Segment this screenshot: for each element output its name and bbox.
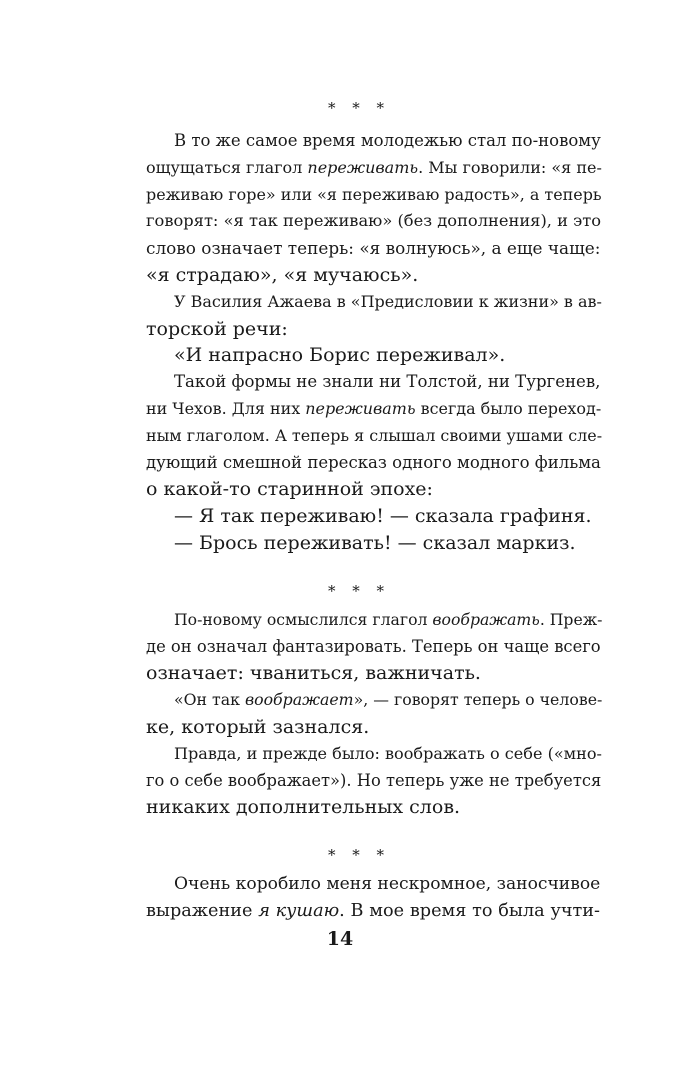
page-number: 14 <box>326 928 354 950</box>
dialogue-line: — Брось переживать! — сказал маркиз. <box>174 531 576 554</box>
dialogue-line: — Я так переживаю! — сказала графиня. <box>174 505 592 528</box>
paragraph: Такой формы не знали ни Толстой, ни Тургенев, ни Чехов. Для них переживать всегда было переход- ным глаголом. А теперь я слышал своими ушами сле- дующий смешной пересказ одного модного фильма о какой-то старинной эпохе: <box>146 372 603 501</box>
section-separator: * * * <box>327 846 391 865</box>
paragraph: Правда, и прежде было: воображать о себе («мно- го о себе воображает»). Но теперь уже не требуется никаких дополнительных слов. <box>146 743 602 819</box>
italic-term: воображает <box>244 690 354 710</box>
quote-paragraph: «И напрасно Борис переживал». <box>174 344 506 367</box>
paragraph: У Василия Ажаева в «Предисловии к жизни» в ав- торской речи: <box>146 291 602 340</box>
paragraph: По-новому осмыслился глагол воображать. Преж- де он означал фантазировать. Теперь он чаще всего означает: чваниться, важничать. <box>146 609 603 685</box>
paragraph: «Он так воображает», — говорят теперь о челове- ке, который зазнался. <box>146 690 603 738</box>
italic-term: я кушаю <box>258 900 340 921</box>
italic-term: переживать <box>307 157 419 177</box>
paragraph: Очень коробило меня нескромное, заносчивое выражение я кушаю. В мое время то была учти- <box>146 874 601 921</box>
section-separator: * * * <box>327 99 391 117</box>
paragraph: В то же самое время молодежью стал по-новому ощущаться глагол переживать. Мы говорили: «я пе- реживаю горе» или «я переживаю радость», а теперь говорят: «я так переживаю» (без дополнения), и это слово означает теперь: «я волнуюсь», а еще чаще: «я страдаю», «я мучаюсь». <box>146 131 602 286</box>
italic-term: воображать <box>432 609 540 629</box>
section-separator: * * * <box>327 581 391 600</box>
italic-term: переживать <box>305 398 416 418</box>
book-page <box>118 96 603 925</box>
